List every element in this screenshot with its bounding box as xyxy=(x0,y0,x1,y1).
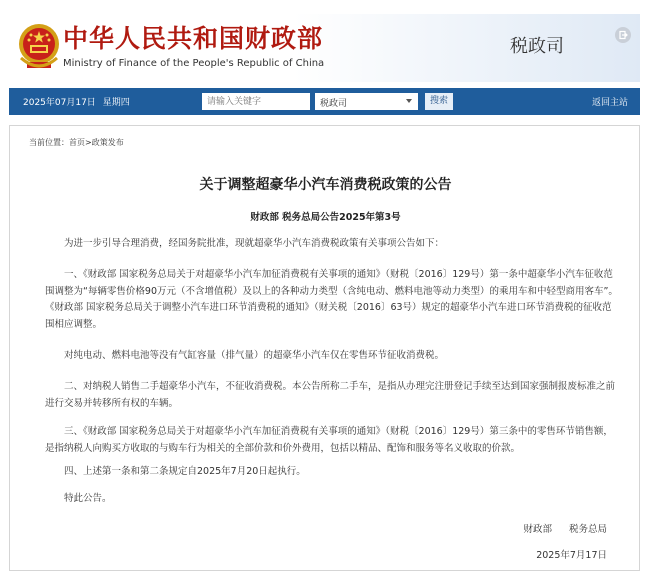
paragraph-item-1: 一、《财政部 国家税务总局关于对超豪华小汽车加征消费税有关事项的通知》（财税〔2016〕129号）第一条中超豪华小汽车征收范围调整为“每辆零售价格90万元（不含增值税）及以上的各种动力类型（含纯电动、燃料电池等动力类型）的乘用车和中轻型商用客车”。《财政部 国家税务总局关于调整小汽车进口环节消费税的通知》（财关税〔2016〕63号）规定的超豪华小汽车进口环节消费税的征收范围相应调整。 xyxy=(45,269,618,330)
article-title: 关于调整超豪华小汽车消费税政策的公告 xyxy=(199,177,452,193)
breadcrumb-home[interactable]: 首页 xyxy=(69,138,85,147)
paragraph-item-4: 四、上述第一条和第二条规定自2025年7月20日起执行。 xyxy=(64,466,306,477)
signatory-ministry: 财政部 xyxy=(523,524,552,535)
paragraph-closing: 特此公告。 xyxy=(64,493,112,504)
signatory-tax-bureau: 税务总局 xyxy=(568,524,607,535)
national-emblem-icon xyxy=(17,22,61,72)
paragraph-intro: 为进一步引导合理消费，经国务院批准，现就超豪华小汽车消费税政策有关事项公告如下： xyxy=(64,238,445,249)
paragraph-item-3: 三、《财政部 国家税务总局关于对超豪华小汽车加征消费税有关事项的通知》（财税〔2016〕129号）第三条中的零售环节销售额，是指纳税人向购买方收取的与购车行为相关的全部价款和价外费用，包括以精品、配饰和服务等名义收取的价款。 xyxy=(45,426,613,454)
search-scope-value: 税政司 xyxy=(320,99,348,109)
site-title-cn: 中华人民共和国财政部 xyxy=(63,24,324,53)
site-header xyxy=(9,14,640,82)
nav-weekday: 星期四 xyxy=(102,98,130,108)
document-number: 财政部 税务总局公告2025年第3号 xyxy=(250,212,401,223)
top-navbar xyxy=(9,88,640,115)
search-input[interactable] xyxy=(202,93,310,110)
department-title: 税政司 xyxy=(510,36,564,57)
search-button[interactable]: 搜索 xyxy=(425,93,453,110)
paragraph-item-1-note: 对纯电动、燃料电池等没有气缸容量（排气量）的超豪华小汽车仅在零售环节征收消费税。 xyxy=(64,350,445,361)
nav-date-value: 2025年07月17日 xyxy=(23,98,96,108)
breadcrumb-prefix: 当前位置： xyxy=(29,138,69,147)
signatories xyxy=(509,521,607,535)
breadcrumb-current[interactable]: 政策发布 xyxy=(91,138,124,147)
chevron-down-icon xyxy=(406,99,412,103)
nav-date xyxy=(23,95,130,108)
paragraph-item-2: 二、对纳税人销售二手超豪华小汽车，不征收消费税。本公告所称二手车，是指从办理完注册登记手续至达到国家强制报废标准之前进行交易并转移所有权的车辆。 xyxy=(45,381,616,409)
document-date: 2025年7月17日 xyxy=(536,550,607,561)
site-title-en: Ministry of Finance of the People's Republic of China xyxy=(63,58,325,69)
home-link[interactable]: 返回主站 xyxy=(591,98,628,108)
breadcrumb-separator: > xyxy=(85,138,92,147)
exit-icon[interactable] xyxy=(615,27,631,43)
breadcrumb xyxy=(29,137,127,148)
search-scope-select[interactable] xyxy=(315,93,418,110)
article-container xyxy=(9,125,640,571)
